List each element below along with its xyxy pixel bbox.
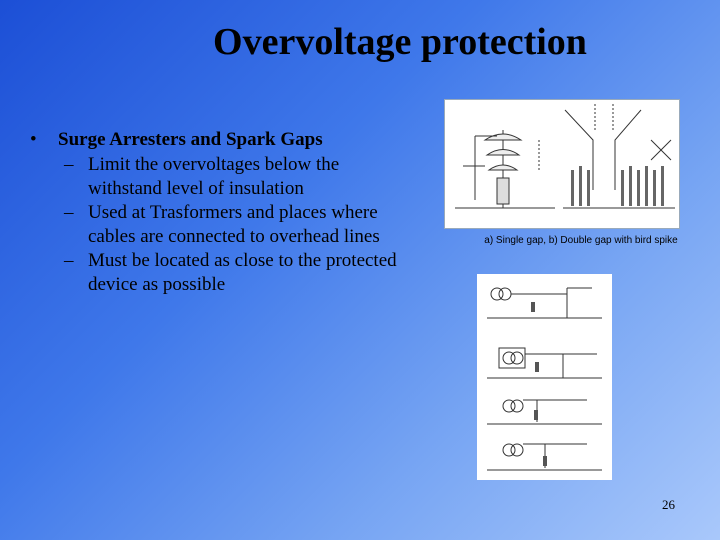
bullet-list xyxy=(26,128,426,297)
arrester-placement-drawing xyxy=(477,274,612,480)
sub-bullet-item xyxy=(58,249,408,297)
bullet-item xyxy=(26,128,426,297)
sub-bullet-text: Used at Trasformers and places where cables are connected to overhead lines xyxy=(88,202,380,247)
dash-marker: – xyxy=(64,154,74,175)
sub-bullet-item xyxy=(58,153,408,201)
sub-bullet-text: Limit the overvoltages below the withstand level of insulation xyxy=(88,154,340,199)
sub-bullet-list xyxy=(58,153,426,297)
bullet-text: Surge Arresters and Spark Gaps xyxy=(58,129,323,150)
arrester-placement-diagram xyxy=(477,274,612,480)
dash-marker: – xyxy=(64,250,74,271)
page-number: 26 xyxy=(662,497,675,512)
spark-gap-drawing xyxy=(445,100,679,228)
dash-marker: – xyxy=(64,202,74,223)
sub-bullet-item xyxy=(58,201,408,249)
spark-gap-diagram xyxy=(444,99,680,229)
bullet-marker: • xyxy=(30,129,37,150)
slide-title: Overvoltage protection xyxy=(213,21,587,63)
sub-bullet-text: Must be located as close to the protected device as possible xyxy=(88,250,397,295)
figure-caption: a) Single gap, b) Double gap with bird spike xyxy=(484,235,678,246)
